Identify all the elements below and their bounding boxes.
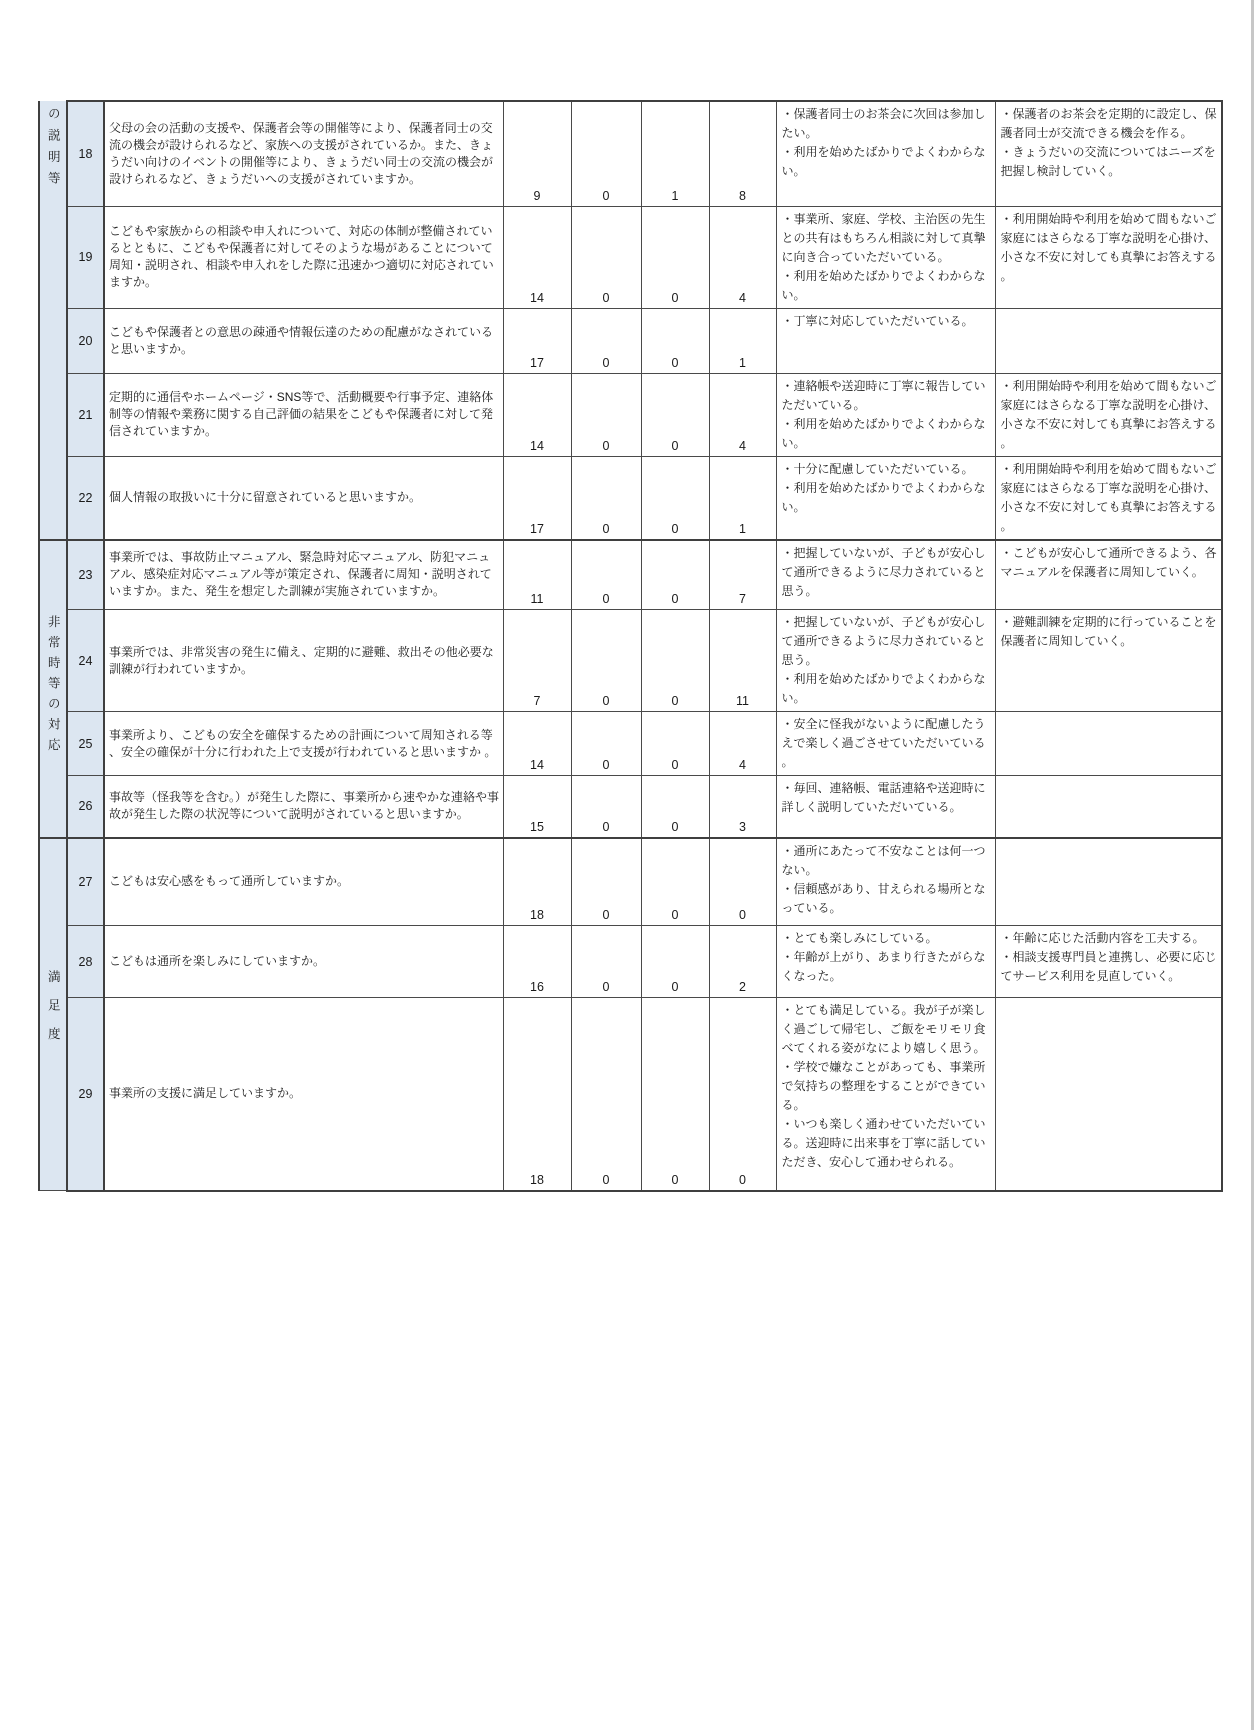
item-number: 19: [67, 206, 104, 308]
bullet-item: ・信頼感があり、甘えられる場所となっている。: [781, 881, 986, 915]
category-cell-hijoji: [39, 540, 67, 838]
table-row: [39, 838, 1222, 926]
improvement-cell: [995, 373, 1222, 456]
table-row: [39, 610, 1222, 712]
count-cell-1: 15: [503, 776, 571, 838]
bullet-item: ・通所にあたって不安なことは何一つない。: [781, 843, 986, 877]
bullet-item: ・とても楽しみにしている。: [781, 931, 938, 945]
question-cell: こどもや保護者との意思の疎通や情報伝達のための配慮がなされていると思いますか。: [104, 308, 503, 373]
count-cell-2: 0: [571, 308, 641, 373]
question-cell: 事業所では、事故防止マニュアル、緊急時対応マニュアル、防犯マニュアル、感染症対応マニュアル等が策定され、保護者に周知・説明されていますか。また、発生を想定した訓練が実施されていますか。: [104, 540, 503, 610]
count-cell-2: 0: [571, 776, 641, 838]
comments-cell: [776, 838, 995, 926]
count-cell-4: 8: [709, 101, 776, 206]
item-number: 26: [67, 776, 104, 838]
bullet-item: ・十分に配慮していただいている。: [781, 461, 974, 476]
question-cell: 個人情報の取扱いに十分に留意されていると思いますか。: [104, 456, 503, 540]
count-cell-1: 7: [503, 610, 571, 712]
table-row: [39, 998, 1222, 1191]
count-cell-3: 0: [641, 838, 709, 926]
count-cell-4: 7: [709, 540, 776, 610]
bullet-item: ・保護者同士のお茶会に次回は参加したい。: [781, 107, 986, 140]
count-cell-4: 11: [709, 610, 776, 712]
improvement-cell: [995, 838, 1222, 926]
improvement-cell: [995, 456, 1222, 540]
category-cell-manzokudo: [39, 838, 67, 1191]
count-cell-2: 0: [571, 540, 641, 610]
count-cell-2: 0: [571, 373, 641, 456]
bullet-item: ・いつも楽しく通わせていただいている。送迎時に出来事を丁寧に話していただき、安心して通わせられる。: [781, 1117, 986, 1169]
comments-cell: [776, 998, 995, 1191]
count-cell-1: 17: [503, 456, 571, 540]
count-cell-4: 3: [709, 776, 776, 838]
question-cell: 事業所より、こどもの安全を確保するための計画について周知される等、安全の確保が十分に行われた上で支援が行われていると思いますか 。: [104, 712, 503, 776]
improvement-cell: [995, 610, 1222, 712]
category-label: 満足度: [46, 970, 61, 1056]
count-cell-1: 18: [503, 998, 571, 1191]
count-cell-3: 0: [641, 712, 709, 776]
question-cell: 事業所では、非常災害の発生に備え、定期的に避難、救出その他必要な訓練が行われていますか。: [104, 610, 503, 712]
bullet-item: ・利用開始時や利用を始めて間もないご家庭にはさらなる丁寧な説明を心掛け、小さな不安に対しても真摯にお答えする。: [1000, 378, 1217, 450]
comments-cell: [776, 926, 995, 998]
count-cell-3: 0: [641, 610, 709, 712]
count-cell-3: 0: [641, 308, 709, 373]
count-cell-4: 4: [709, 712, 776, 776]
evaluation-table-container: [38, 100, 1223, 1192]
improvement-cell: [995, 206, 1222, 308]
comments-cell: [776, 776, 995, 838]
bullet-item: ・とても満足している。我が子が楽しく過ごして帰宅し、ご飯をモリモリ食べてくれる姿がなにより嬉しく思う。: [781, 1003, 986, 1055]
improvement-cell: [995, 998, 1222, 1191]
item-number: 18: [67, 101, 104, 206]
item-number: 28: [67, 926, 104, 998]
table-row: [39, 540, 1222, 610]
improvement-cell: [995, 540, 1222, 610]
item-number: 24: [67, 610, 104, 712]
improvement-cell: [995, 926, 1222, 998]
count-cell-4: 1: [709, 308, 776, 373]
table-row: [39, 776, 1222, 838]
item-number: 20: [67, 308, 104, 373]
improvement-cell: [995, 712, 1222, 776]
count-cell-4: 4: [709, 206, 776, 308]
comments-cell: [776, 456, 995, 540]
count-cell-1: 18: [503, 838, 571, 926]
question-cell: 事業所の支援に満足していますか。: [104, 998, 503, 1191]
count-cell-1: 17: [503, 308, 571, 373]
bullet-item: ・利用を始めたばかりでよくわからない。: [781, 416, 986, 450]
count-cell-3: 0: [641, 776, 709, 838]
question-cell: 定期的に通信やホームページ・SNS等で、活動概要や行事予定、連絡体制等の情報や業務に関する自己評価の結果をこどもや保護者に対して発信されていますか。: [104, 373, 503, 456]
category-label: 非常時等の対応: [46, 615, 61, 759]
count-cell-1: 14: [503, 712, 571, 776]
bullet-item: ・こどもが安心して通所できるよう、各マニュアルを保護者に周知していく。: [1000, 545, 1217, 579]
bullet-item: ・毎回、連絡帳、電話連絡や送迎時に詳しく説明していただいている。: [781, 781, 986, 814]
table-row: [39, 373, 1222, 456]
bullet-item: ・学校で嫌なことがあっても、事業所で気持ちの整理をすることができている。: [781, 1060, 986, 1112]
bullet-item: ・事業所、家庭、学校、主治医の先生との共有はもちろん相談に対して真摯に向き合っていただいている。: [781, 211, 986, 264]
comments-cell: [776, 540, 995, 610]
count-cell-3: 0: [641, 456, 709, 540]
bullet-item: ・相談支援専門員と連携し、必要に応じてサービス利用を見直していく。: [1000, 950, 1217, 983]
count-cell-4: 2: [709, 926, 776, 998]
item-number: 21: [67, 373, 104, 456]
count-cell-2: 0: [571, 610, 641, 712]
count-cell-3: 1: [641, 101, 709, 206]
question-cell: 父母の会の活動の支援や、保護者会等の開催等により、保護者同士の交流の機会が設けられるなど、家族への支援がされているか。また、きょうだい向けのイベントの開催等により、きょうだい同士の交流の機会が設けられるなど、きょうだいへの支援がされていますか。: [104, 101, 503, 206]
bullet-item: ・把握していないが、子どもが安心して通所できるように尽力されていると思う。: [781, 615, 986, 667]
bullet-item: ・安全に怪我がないように配慮したうえで楽しく過ごさせていただいている。: [781, 717, 986, 769]
bullet-item: ・年齢が上がり、あまり行きたがらなくなった。: [781, 950, 986, 983]
count-cell-3: 0: [641, 540, 709, 610]
comments-cell: [776, 610, 995, 712]
count-cell-1: 14: [503, 373, 571, 456]
comments-cell: [776, 101, 995, 206]
item-number: 29: [67, 998, 104, 1191]
count-cell-2: 0: [571, 926, 641, 998]
count-cell-4: 0: [709, 838, 776, 926]
question-cell: こどもは通所を楽しみにしていますか。: [104, 926, 503, 998]
improvement-cell: [995, 308, 1222, 373]
bullet-item: ・丁寧に対応していただいている。: [781, 313, 974, 328]
bullet-item: ・避難訓練を定期的に行っていることを保護者に周知していく。: [1000, 615, 1217, 648]
count-cell-3: 0: [641, 926, 709, 998]
bullet-item: ・利用を始めたばかりでよくわからない。: [781, 145, 986, 178]
comments-cell: [776, 308, 995, 373]
table-row: [39, 308, 1222, 373]
count-cell-1: 9: [503, 101, 571, 206]
count-cell-4: 1: [709, 456, 776, 540]
count-cell-3: 0: [641, 998, 709, 1191]
bullet-item: ・年齢に応じた活動内容を工夫する。: [1000, 931, 1205, 945]
table-row: [39, 206, 1222, 308]
count-cell-4: 0: [709, 998, 776, 1191]
bullet-item: ・把握していないが、子どもが安心して通所できるように尽力されていると思う。: [781, 545, 986, 598]
bullet-item: ・利用開始時や利用を始めて間もないご家庭にはさらなる丁寧な説明を心掛け、小さな不安に対しても真摯にお答えする。: [1000, 461, 1217, 533]
count-cell-2: 0: [571, 838, 641, 926]
evaluation-table: [38, 100, 1223, 1192]
table-row: [39, 926, 1222, 998]
table-row: [39, 101, 1222, 206]
bullet-item: ・利用を始めたばかりでよくわからない。: [781, 268, 986, 302]
improvement-cell: [995, 101, 1222, 206]
count-cell-3: 0: [641, 206, 709, 308]
improvement-cell: [995, 776, 1222, 838]
count-cell-2: 0: [571, 998, 641, 1191]
bullet-item: ・連絡帳や送迎時に丁寧に報告していただいている。: [781, 378, 986, 412]
count-cell-2: 0: [571, 712, 641, 776]
count-cell-4: 4: [709, 373, 776, 456]
count-cell-1: 16: [503, 926, 571, 998]
item-number: 27: [67, 838, 104, 926]
bullet-item: ・利用を始めたばかりでよくわからない。: [781, 672, 986, 705]
item-number: 25: [67, 712, 104, 776]
count-cell-2: 0: [571, 456, 641, 540]
question-cell: こどもは安心感をもって通所していますか。: [104, 838, 503, 926]
comments-cell: [776, 373, 995, 456]
item-number: 23: [67, 540, 104, 610]
bullet-item: ・利用を始めたばかりでよくわからない。: [781, 480, 986, 514]
bullet-item: ・きょうだいの交流についてはニーズを把握し検討していく。: [1000, 145, 1216, 178]
comments-cell: [776, 712, 995, 776]
table-row: [39, 712, 1222, 776]
count-cell-2: 0: [571, 206, 641, 308]
count-cell-3: 0: [641, 373, 709, 456]
count-cell-1: 14: [503, 206, 571, 308]
bullet-item: ・保護者のお茶会を定期的に設定し、保護者同士が交流できる機会を作る。: [1000, 107, 1217, 140]
question-cell: こどもや家族からの相談や申入れについて、対応の体制が整備されているとともに、こどもや保護者に対してそのような場があることについて周知・説明され、相談や申入れをした際に迅速かつ適切に対応されていますか。: [104, 206, 503, 308]
table-row: [39, 456, 1222, 540]
item-number: 22: [67, 456, 104, 540]
comments-cell: [776, 206, 995, 308]
question-cell: 事故等（怪我等を含む。）が発生した際に、事業所から速やかな連絡や事故が発生した際の状況等について説明がされていると思いますか。: [104, 776, 503, 838]
category-label: の説明等: [46, 107, 61, 193]
bullet-item: ・利用開始時や利用を始めて間もないご家庭にはさらなる丁寧な説明を心掛け、小さな不安に対しても真摯にお答えする。: [1000, 211, 1217, 283]
count-cell-2: 0: [571, 101, 641, 206]
count-cell-1: 11: [503, 540, 571, 610]
category-cell-setsumei: [39, 101, 67, 540]
